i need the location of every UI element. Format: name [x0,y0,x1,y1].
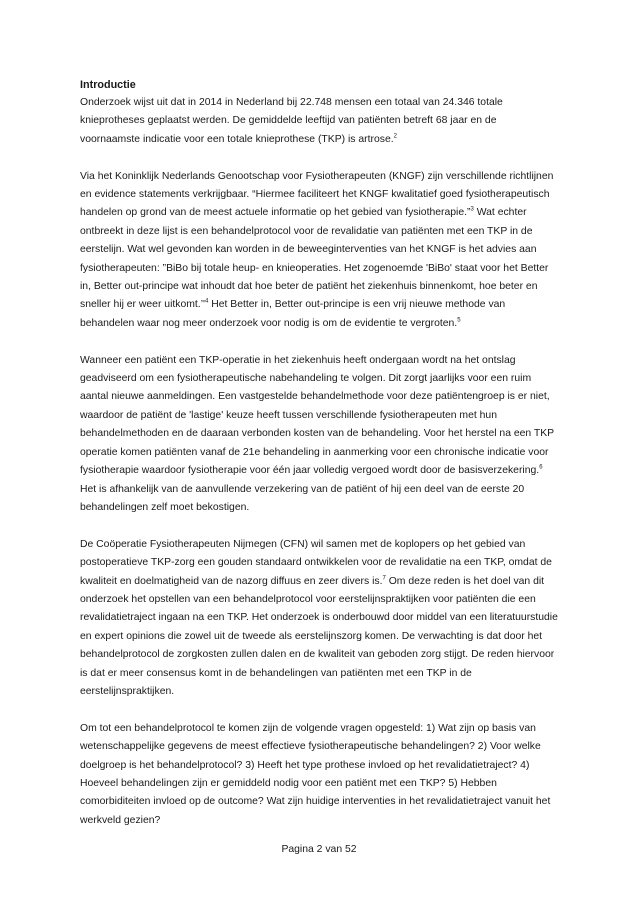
paragraph-4 [80,536,558,702]
footnote-reference: 3 [470,206,474,213]
page-number-footer: Pagina 2 van 52 [281,844,357,855]
footnote-reference: 2 [393,133,397,140]
footnote-reference: 5 [457,317,461,324]
text-run: Het is afhankelijk van de aanvullende verzekering van de patiënt of hij een deel van de eerste 20 behandelingen zelf moet bekostigen. [80,483,525,513]
text-run: Wanneer een patiënt een TKP-operatie in het ziekenhuis heeft ondergaan wordt na het ontslag geadviseerd om een fysiotherapeutische nabehandeling te volgen. Dit zorgt jaarlijks voor een ruim aantal nieuwe aanmeldingen. Een vastgestelde behandelmethode voor deze patiëntengroep is er niet, waardoor de patiënt de 'lastige' keuze heeft tussen verschillende fysiotherapeuten met hun behandelmethoden en de daaraan verbonden kosten van de behandeling. Voor het herstel na een TKP operatie komen patiënten vanaf de 21e behandeling in aanmerking voor een chronische indicatie voor fysiotherapie waardoor fysiotherapie voor één jaar volledig vergoed wordt door de basisverzekering. [80,354,554,477]
text-run: Om deze reden is het doel van dit onderzoek het opstellen van een behandelprotocol voor eerstelijnspraktijken voor patiënten die een revalidatietraject ingaan na een TKP. Het onderzoek is onderbouwd door middel van een literatuurstudie en expert opinions die zowel uit de tweede als eerstelijnszorg komen. De verwachting is dat door het behandelprotocol de zorgkosten zullen dalen en de kwaliteit van geboden zorg stijgt. De reden hiervoor is dat er meer consensus komt in de behandelingen van patiënten met een TKP in de eerstelijnspraktijken. [80,575,558,697]
paragraph-1 [80,94,558,149]
text-run: De Coöperatie Fysiotherapeuten Nijmegen (CFN) wil samen met de koplopers op het gebied van postoperatieve TKP-zorg een gouden standaard ontwikkelen voor de revalidatie na een TKP, omdat de kwaliteit en doelmatigheid van de nazorg diffuus en zeer divers is. [80,538,552,587]
footnote-reference: 4 [204,298,209,305]
text-run: Om tot een behandelprotocol te komen zijn de volgende vragen opgesteld: 1) Wat zijn op basis van wetenschappelijke gegevens de meest effectieve fysiotherapeutische behandelingen? 2) Voor welke doelgroep is het behandelprotocol? 3) Heeft het type prothese invloed op het revalidatietraject? 4) Hoeveel behandelingen zijn er gemiddeld nodig voor een patiënt met een TKP? 5) Hebben comorbiditeiten invloed op de outcome? Wat zijn huidige interventies in het revalidatietraject vanuit het werkveld gezien? [80,722,551,826]
paragraph-5 [80,720,558,830]
text-run: Wat echter ontbreekt in deze lijst is een behandelprotocol voor de revalidatie van patiënten met een TKP in de eerstelijn. Wat wel gevonden kan worden in de beweeginterventies van het KNGF is het advies aan fysiotherapeuten: ”BiBo bij totale heup- en knieoperaties. Het zogenoemde 'BiBo' staat voor het Better in, Better out-principe wat inhoudt dat hoe beter de patiënt het ziekenhuis binnenkomt, hoe beter en sneller hij er weer uitkomt.’' [80,207,549,311]
text-run: Het Better in, Better out-principe is een vrij nieuwe methode van behandelen waar nog meer onderzoek voor nodig is om de evidentie te vergroten. [80,299,506,329]
text-run: Onderzoek wijst uit dat in 2014 in Nederland bij 22.748 mensen een totaal van 24.346 totale knieprotheses geplaatst werden. De gemiddelde leeftijd van patiënten betreft 68 jaar en de voornaamste indicatie voor een totale knieprothese (TKP) is artrose. [80,97,503,145]
section-heading: Introductie [80,79,136,91]
paragraph-3 [80,352,558,518]
document-body [80,76,558,849]
footnote-reference: 7 [382,575,386,582]
text-run: Via het Koninklijk Nederlands Genootschap voor Fysiotherapeuten (KNGF) zijn verschillende richtlijnen en evidence statements verkrijgbaar. “Hiermee faciliteert het KNGF kwalitatief goed fysiotherapeutisch handelen op grond van de meest actuele informatie op het gebied van fysiotherapie.” [80,170,554,219]
paragraph-2 [80,168,558,334]
footnote-reference: 6 [539,464,543,471]
